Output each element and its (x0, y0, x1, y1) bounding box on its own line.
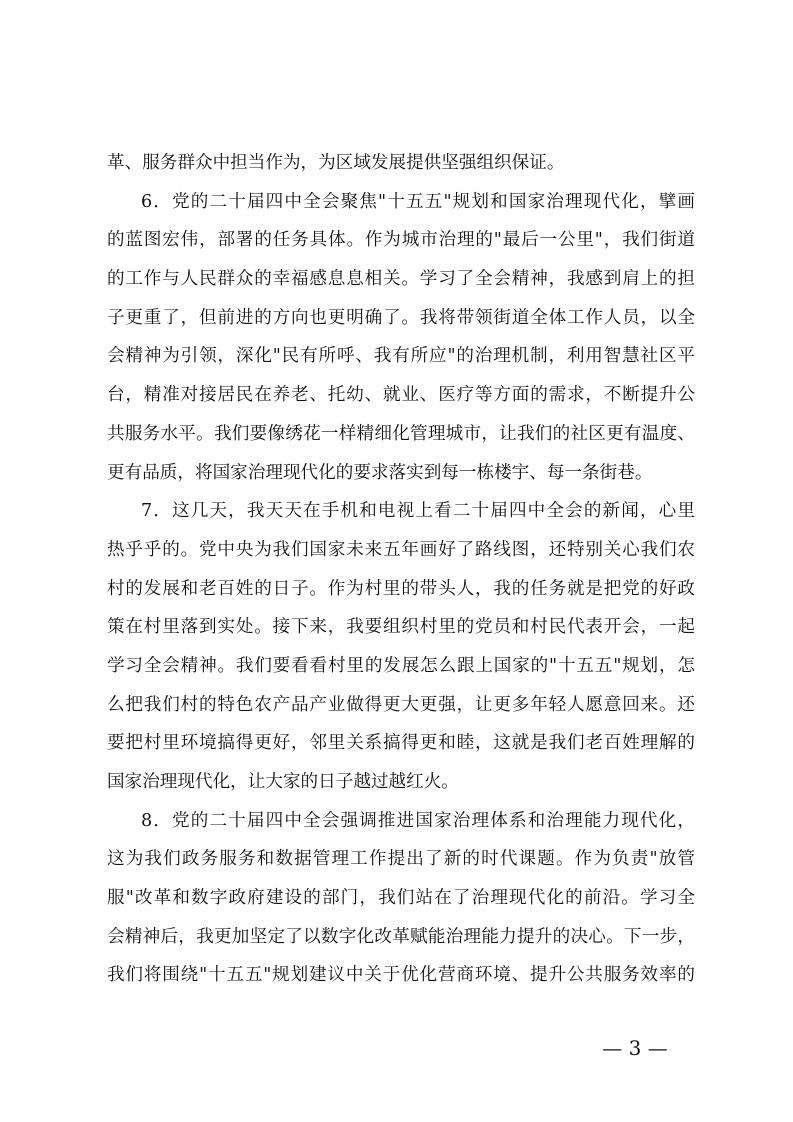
text-line: 服"改革和数字政府建设的部门，我们站在了治理现代化的前沿。学习全 (107, 888, 695, 909)
text-line: 8．党的二十届四中全会强调推进国家治理体系和治理能力现代化， (141, 810, 695, 831)
text-line: 会精神为引领，深化"民有所呼、我有所应"的治理机制，利用智慧社区平 (107, 346, 695, 367)
text-line: 热乎乎的。党中央为我们国家未来五年画好了路线图，还特别关心我们农 (107, 539, 695, 560)
text-line: 我们将围绕"十五五"规划建议中关于优化营商环境、提升公共服务效率的 (107, 965, 695, 986)
text-line: 会精神后，我更加坚定了以数字化改革赋能治理能力提升的决心。下一步， (107, 926, 695, 947)
text-line: 7．这几天，我天天在手机和电视上看二十届四中全会的新闻，心里 (141, 501, 695, 522)
text-line: 学习全会精神。我们要看看村里的发展怎么跟上国家的"十五五"规划，怎 (107, 655, 695, 676)
text-line: 要把村里环境搞得更好，邻里关系搞得更和睦，这就是我们老百姓理解的 (107, 733, 695, 754)
paragraph-8 (107, 802, 695, 995)
text-line: 更有品质，将国家治理现代化的要求落实到每一栋楼宇、每一条街巷。 (107, 462, 653, 483)
document-body (107, 144, 695, 995)
page-number: — 3 — (602, 1036, 668, 1060)
text-line: 策在村里落到实处。接下来，我要组织村里的党员和村民代表开会，一起 (107, 617, 695, 638)
text-line: 国家治理现代化，让大家的日子越过越红火。 (107, 772, 459, 792)
text-line: 子更重了，但前进的方向也更明确了。我将带领街道全体工作人员，以全 (107, 307, 695, 328)
text-line: 共服务水平。我们要像绣花一样精细化管理城市，让我们的社区更有温度、 (107, 423, 695, 444)
text-line: 么把我们村的特色农产品产业做得更大更强，让更多年轻人愿意回来。还 (107, 694, 695, 715)
paragraph-continuation (107, 144, 695, 183)
text-line: 台，精准对接居民在养老、托幼、就业、医疗等方面的需求，不断提升公 (107, 385, 695, 406)
text-line: 村的发展和老百姓的日子。作为村里的带头人，我的任务就是把党的好政 (107, 578, 695, 599)
text-line: 这为我们政务服务和数据管理工作提出了新的时代课题。作为负责"放管 (107, 849, 695, 870)
paragraph-6 (107, 183, 695, 493)
text-line: 革、服务群众中担当作为，为区域发展提供坚强组织保证。 (107, 153, 565, 173)
paragraph-7 (107, 492, 695, 802)
text-line: 的工作与人民群众的幸福感息息相关。学习了全会精神，我感到肩上的担 (107, 269, 695, 290)
text-line: 的蓝图宏伟，部署的任务具体。作为城市治理的"最后一公里"，我们街道 (107, 230, 695, 251)
text-line: 6．党的二十届四中全会聚焦"十五五"规划和国家治理现代化，擘画 (141, 191, 695, 212)
